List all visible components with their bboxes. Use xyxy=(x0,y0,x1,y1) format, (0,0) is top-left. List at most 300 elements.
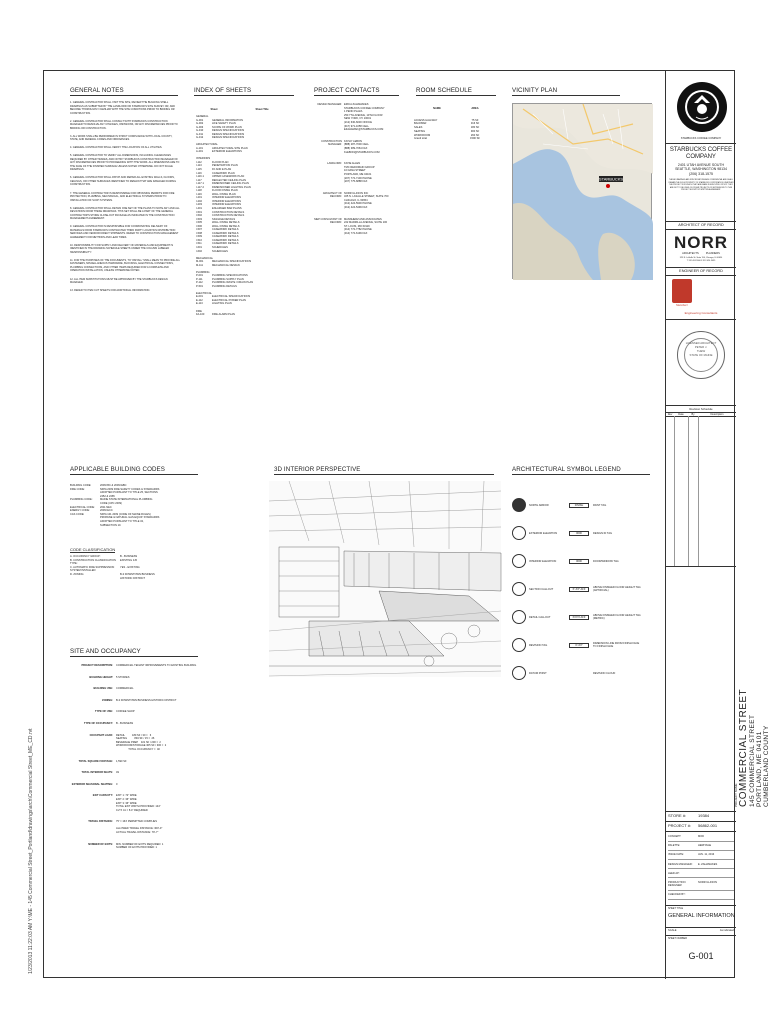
index-sheet-title: CONSTRUCTION DETAILS xyxy=(212,210,245,214)
index-sheet-title: DESIGN SPECIFICATIONS xyxy=(212,132,245,136)
field-value: MOD xyxy=(698,835,705,839)
site-value: RETAIL 180 SF / 30 = 6 SEATING 894 SF / 15 = 26 BEVERAGE PREP 321 SF / 200 = 2 WORKROOM/STORAGE 305 SF / 300 = 2 TOTAL OCCUPANCY = 40 xyxy=(116,733,167,751)
general-notes-title: GENERAL NOTES xyxy=(70,87,178,96)
index-sheet-number: E-001 xyxy=(196,295,203,299)
index-sheet-number: A-101 xyxy=(196,146,203,150)
room-area: 260 SF xyxy=(470,133,480,137)
contact-info: KATIE ALLEN TMC REDOMAIN GROUP 10 DANA STREET PORTLAND, ME 04101 (207) 772-7100 PHONE (207) 775-6888 FAX xyxy=(344,162,375,184)
project-label: PROJECT #: xyxy=(668,823,692,828)
legend-label: DATUM POINT xyxy=(529,671,547,675)
index-sheet-number: G-010 xyxy=(196,129,204,133)
room-name: SEATING xyxy=(414,129,426,133)
index-sheet-title: SIGNAGE DETAILS xyxy=(212,217,236,221)
site-label: TYPE OF USE: xyxy=(94,710,113,714)
index-sheet-number: I-506 xyxy=(196,224,202,228)
index-sheet-title: SCOPE OF WORK PLAN xyxy=(212,125,242,129)
index-sheet-number: I-117.1 xyxy=(196,182,204,186)
index-sheet-title: ARCHITECTURAL SITE PLAN xyxy=(212,146,248,150)
index-sheet-number: G-011 xyxy=(196,132,204,136)
contact-info: NORR ILLINOIS INC 325 N. LASALLE STREET, SUITE 700 CHICAGO, IL 60654 (312) 424-5900 PHONE (312) 424-5499 FAX xyxy=(344,191,389,210)
legend-desc: REVISION CLOUD xyxy=(593,671,616,675)
classification-value: EXISTING 3-B xyxy=(120,558,137,562)
field-label: LEED AP: xyxy=(668,871,680,875)
site-row xyxy=(70,664,200,668)
index-sheet-number: I-116 xyxy=(196,171,202,175)
site-value: COMMERCIAL TENANT IMPROVEMENTS TO EXISTING BUILDING xyxy=(116,664,197,667)
aor-heading: ARCHITECT OF RECORD xyxy=(678,223,724,227)
room-schedule-table xyxy=(414,107,494,141)
site-label: ZONING: xyxy=(102,698,113,702)
project-contacts-list xyxy=(308,103,408,244)
classification-row xyxy=(70,566,200,573)
site-value: 75' = 164' PERMITTED COMPLIES ALLOWED TRAVEL DISTANCE: 300'-0" ACTUAL TRAVEL DISTANCE: 79'-7" xyxy=(116,820,163,835)
index-sheet-number: G-002 xyxy=(196,122,204,126)
revision-col-description: Description xyxy=(710,413,724,416)
index-of-sheets-title: INDEX OF SHEETS xyxy=(194,87,294,96)
index-sheet-number: I-201 xyxy=(196,196,202,200)
site-label: TRAVEL DISTANCE: xyxy=(88,820,113,824)
code-row xyxy=(70,498,200,505)
legend-label: EXTERIOR ELEVATION xyxy=(529,531,558,535)
index-sheet-number: P-112 xyxy=(196,281,203,285)
field-value: E. ZAHAMAKES xyxy=(698,862,718,866)
index-row xyxy=(196,302,296,306)
index-sheet-title: UPPER CASEWORK PLAN xyxy=(212,175,245,179)
site-occupancy-list xyxy=(70,664,200,858)
index-row xyxy=(196,264,296,268)
legend-row xyxy=(512,547,652,575)
classification-value: B - BUSINESS xyxy=(120,555,138,558)
code-value: NFPA 101 2009 (CODE OF MAINE RULES) PROPANE & NATURAL GAS EQUIP. STANDARDS ADOPTED PURSUANT TO TITLE 32, SUBSECTION 10. xyxy=(100,512,160,527)
index-sheet-title: ELECTRICAL SPECIFICATIONS xyxy=(212,295,251,299)
legend-tag: X'-XX" xyxy=(569,643,589,648)
site-label: PROJECT DESCRIPTION: xyxy=(81,664,113,667)
project-name: COMMERCIAL STREET xyxy=(738,688,749,807)
legend-row xyxy=(512,491,652,519)
title-block-field xyxy=(668,878,734,891)
contact-role: ARCHITECT OF RECORD: xyxy=(322,191,342,199)
index-row xyxy=(196,136,296,140)
index-sheet-number: I-119 xyxy=(196,192,202,196)
room-area: 316 SF xyxy=(470,122,480,126)
eor-heading: ENGINEER OF RECORD xyxy=(679,269,723,273)
title-block-fields xyxy=(668,833,734,900)
site-row xyxy=(70,710,200,714)
store-value: 19384 xyxy=(698,813,710,818)
field-label: CHECKED BY: xyxy=(668,893,686,897)
index-sheet-number: P-501 xyxy=(196,284,203,288)
index-sheet-title: PENETRATION PLAN xyxy=(212,164,238,168)
drawing-sheet xyxy=(43,70,771,978)
room-col-area: AREA xyxy=(471,107,479,110)
general-note: 7. THE GENERAL CONTRACTOR IS RESPONSIBLE FOR OBTAINING PERMITS FOR FIRE PROTECTION, PLUMBING, MECHANICAL, AND ELECTRICAL SYSTEMS PRIOR TO INSTALLATION OF SUCH SYSTEMS. xyxy=(70,191,175,202)
index-sheet-number: FA-100 xyxy=(196,313,205,317)
contact-role: MEP CONSULTANT OF RECORD: xyxy=(314,217,342,225)
site-label: EXTERIOR SEASONAL SEATING: xyxy=(71,782,113,786)
code-label: ELECTRICAL CODE: xyxy=(70,505,95,509)
copyright-text: THESE DRAWINGS AND SPECIFICATIONS ARE CONFIDENTIAL AND SHALL REMAIN THE SOLE PROPERTY OF STARBUCKS CORPORATION, WHETHER THE PROJECT FOR WHICH THEY ARE MADE IS EXECUTED OR NOT. THEY ARE NOT TO BE USED ON OTHER PROJECTS OR EXTENSIONS TO THIS PROJECT EXCEPT BY WRITTEN AGREEMENT. xyxy=(668,179,734,192)
legend-symbol-icon xyxy=(512,498,526,512)
site-value: 1,590 SF xyxy=(116,759,127,763)
site-value: COMMERCIAL xyxy=(116,687,134,691)
field-label: PALETTE: xyxy=(668,844,681,848)
legend-label: SECTION CALLOUT xyxy=(529,587,554,591)
revision-table-body xyxy=(666,416,736,566)
general-note: 3. ALL WORK SHALL BE PERFORMED IN STRICT COMPLIANCE WITH LOCAL COUNTY, STATE, AND FEDERAL CODES AND ORDINANCES. xyxy=(70,134,173,142)
index-sheet-title: PLUMBING SUPPLY PLAN xyxy=(212,277,244,281)
revision-col-by: By xyxy=(691,413,695,416)
legend-desc: ABOVE FINISHED FLOOR HEIGHT TAG (ARTIFICIAL) xyxy=(593,586,641,592)
index-group-name: INTERIORS xyxy=(196,157,211,161)
index-sheet-title: INTERIOR ELEVATIONS xyxy=(212,196,242,200)
room-area: 1590 SF xyxy=(470,137,480,141)
index-sheet-title: WALL FINISH PLAN xyxy=(212,192,236,196)
starbucks-logo-text: STARBUCKS COFFEE COMPANY xyxy=(680,137,722,140)
contact-info: ERICA ZAHAMAKES STARBUCKS COFFEE COMPANY 1 PENN PLAZA 250 7TH AVENUE, 10TH FLOOR NEW YORK, NY 10001 (212) 630-6030 OFFICE (917) 971-1058 CELL EZAHAMAK@STARBUCKS.COM xyxy=(344,103,385,132)
code-value: 2011 NEC xyxy=(100,505,112,509)
room-name: SALES xyxy=(414,126,423,130)
legend-symbol-icon xyxy=(512,582,526,596)
interior-perspective-image xyxy=(269,481,501,677)
field-label: DESIGN MANAGER: xyxy=(668,862,693,866)
code-label: PLUMBING CODE: xyxy=(70,498,93,502)
store-number-row xyxy=(668,813,734,818)
perspective-title: 3D INTERIOR PERSPECTIVE xyxy=(274,466,494,475)
index-sheet-title: INTERIOR ELEVATIONS xyxy=(212,199,242,203)
field-label: ISSUE DATE: xyxy=(668,853,684,857)
classification-row xyxy=(70,559,200,566)
index-sheet-number: I-509 xyxy=(196,235,202,239)
index-sheet-number: E-112 xyxy=(196,298,203,302)
legend-desc: DIMENSION LINE FROM FINISH FACE TO FINISH FACE xyxy=(593,642,640,648)
legend-row xyxy=(512,631,652,659)
mannherz-logo-text: Mannherz xyxy=(676,304,688,307)
index-group-name: MECHANICAL xyxy=(196,256,214,260)
index-sheet-title: LIFE SAFETY PLAN xyxy=(212,122,236,126)
room-name: BACKBAR xyxy=(414,122,427,126)
contact-row xyxy=(308,103,408,132)
index-sheet-number: I-508 xyxy=(196,231,202,235)
scale-row xyxy=(668,929,734,932)
vicinity-marker-label: STARBUCKS xyxy=(598,176,624,182)
index-sheet-title: CASEWORK DETAILS xyxy=(212,228,239,232)
revision-col-rev: Rev xyxy=(667,413,673,416)
symbol-legend-title: ARCHITECTURAL SYMBOL LEGEND xyxy=(512,466,650,475)
general-note: 11. FOR THE PURPOSES OF THE DOCUMENTS, TO 'INSTALL' SHALL MEAN TO PROVIDE ALL FASTENERS, MISCELLANEOUS HARDWARE, BLOCKING, ELECTRICAL CONNECTIONS, PLUMBING CONNECTIONS, AND OTHER ITEMS REQUIRED FOR A COMPLETE AND OPERATION INSTALLATION, UNLESS OTHERWISE NOTED. xyxy=(70,258,180,273)
norr-sub: ARCHITECTS PLANNERS xyxy=(682,252,720,255)
site-value: EXIT 1: 72" WIDE EXIT 2: 36" WIDE EXIT 3: 36" WIDE TOTAL EXIT WIDTH PROVIDED: 144" 0.2"X 41 = 8.4" REQUIRED xyxy=(116,794,161,812)
legend-symbol-icon xyxy=(512,666,526,680)
index-sheet-title: GENERAL INFORMATION xyxy=(212,118,243,122)
legend-desc: DOOR/WINDOW TAG xyxy=(593,559,619,563)
index-row xyxy=(196,313,296,317)
index-sheet-title: DESIGN SPECIFICATIONS xyxy=(212,136,245,140)
index-sheet-title: SCHEDULES xyxy=(212,249,228,253)
index-sheet-number: G-001 xyxy=(196,118,204,122)
title-block-field xyxy=(668,891,734,900)
general-note: 9. GENERAL CONTRACTOR IS RESPONSIBLE FOR COORDINATING DELIVERY OF MATERIALS FROM STARBUCKS CONTRACTED THIRD PARTY LOGISTICS DISTRIBUTION SERVICES AND VENDOR DIRECT SHIPMENTS. REFER TO CONSTRUCTION MANAGEMENT AGREEMENT FOR METHODS AND LEAD TIMES. xyxy=(70,225,179,239)
general-note: 6. GENERAL CONTRACTOR SHALL PATCH AND REPAIR ALL EXISTING WALLS, FLOORS, CEILINGS, OR OTHER SURFACES IDENTIFIED TO REMAIN THAT ARE DAMAGED DURING CONSTRUCTION. xyxy=(70,176,177,187)
index-sheet-title: FLOOR FINISH PLAN xyxy=(212,189,238,193)
building-codes-title: APPLICABLE BUILDING CODES xyxy=(70,466,198,475)
file-path-label: 1/23/2013 11:22:03 AM Y:\ME - 145 Commercial Street_Portland\drawings\arch\Commercial Street_ME_CD.rvt xyxy=(28,728,34,974)
room-col-name: NAME xyxy=(433,107,441,110)
general-note: 2. GENERAL CONTRACTOR SHALL CONSULT WITH STARBUCKS CONSTRUCTION MANAGER TO RESOLVE ANY CHANGES, OMISSIONS, OR ANY DISCREPANCIES PRIOR TO BIDDING OR CONSTRUCTION. xyxy=(70,119,178,130)
site-label: OCCUPANT LOAD: xyxy=(89,733,113,737)
code-value: 2009 IECC xyxy=(100,509,113,513)
legend-symbol-icon xyxy=(512,554,526,568)
contact-row xyxy=(308,162,408,184)
index-sheet-number: P-111 xyxy=(196,277,203,281)
contact-row xyxy=(308,218,408,236)
site-row xyxy=(70,794,200,812)
code-classification-title: CODE CLASSIFICATION xyxy=(70,547,116,552)
index-sheet-title: PLUMBING WASTE / DRAIN PLAN xyxy=(212,281,254,285)
index-sheet-title: CASEWORK PLAN xyxy=(212,171,235,175)
title-block-field xyxy=(668,833,734,842)
room-schedule-title: ROOM SCHEDULE xyxy=(416,87,496,96)
room-area: 900 SF xyxy=(470,129,480,133)
room-name: WORKROOM xyxy=(414,133,431,137)
site-value: COFFEE SHOP xyxy=(116,710,135,714)
contact-row xyxy=(308,192,408,210)
site-label: TYPE OF OCCUPANCY: xyxy=(83,721,113,725)
index-sheet-number: I-117 xyxy=(196,178,202,182)
mannherz-sub: Engineering Consultants xyxy=(684,311,718,315)
index-sheet-title: WALL FINISH DETAILS xyxy=(212,221,240,225)
index-sheet-title: LIGHTING PLAN xyxy=(212,302,232,306)
site-label: TOTAL INTERIOR SEATS: xyxy=(81,771,113,775)
room-area: 75 SF xyxy=(471,118,479,122)
index-row xyxy=(196,285,296,289)
index-sheet-number: I-401 xyxy=(196,206,202,210)
code-value: NFPA 2009 FIRE SAFETY CODES & STANDARDS ADOPTED PURSUANT TO TITLE 25, SECTIONS 2452 & 2465 xyxy=(100,487,160,498)
field-value: JAN. 11, 2013 xyxy=(698,853,715,857)
site-occupancy-title: SITE AND OCCUPANCY xyxy=(70,648,198,657)
site-value: MIN. NUMBER OF EXITS REQUIRED: 1 NUMBER OF EXITS PROVIDED: 1 xyxy=(116,842,164,850)
classification-label: A. OCCUPANCY GROUP: xyxy=(70,555,101,558)
title-block-field xyxy=(668,860,734,869)
general-note: 5. GENERAL CONTRACTOR TO VERIFY ALL DIMENSIONS, INCLUDING CLEARANCES REQUIRED BY OTHER TRADES, AND NOTIFY STARBUCKS CONSTRUCTION MANAGER OF ANY DISCREPANCIES PRIOR TO PROCEEDING WITH THE WORK. ALL DIMENSIONS ARE TO THE FACE OF THE FINISHED SURFACE UNLESS NOTED OTHERWISE. DO NOT SCALE DRAWINGS. xyxy=(70,154,180,172)
field-value: NORR ILLINOIS xyxy=(698,880,718,884)
index-sheet-number: P-001 xyxy=(196,274,203,278)
index-sheet-title: FIRE ALARM PLAN xyxy=(212,313,235,317)
contact-info: MANNHERZ AND ASSOCIATES 222 MADRILLA AVENUE, SUITE 100 ST. LOUIS, MO 63119 (314) 772-7782 PHONE (314) 772-6199 FAX xyxy=(344,217,388,236)
legend-desc: DESIGN ID TAG xyxy=(593,531,613,535)
index-sheet-number: M-001 xyxy=(196,260,204,264)
legend-tag: X'-XX" AFF xyxy=(569,587,589,592)
index-sheet-number: E-113 xyxy=(196,302,203,306)
code-label: FIRE CODE: xyxy=(70,487,85,491)
site-row xyxy=(70,676,200,680)
index-sheet-title: MECHANICAL SPECIFICATIONS xyxy=(212,260,252,264)
legend-tag: XXX'X AFF xyxy=(569,615,589,620)
site-row xyxy=(70,783,200,787)
index-sheet-number: A-201 xyxy=(196,150,203,154)
legend-symbol-icon xyxy=(512,610,526,624)
index-sheet-title: MECHANICAL DESIGN xyxy=(212,263,240,267)
index-sheet-title: CASEWORK DETAILS xyxy=(212,231,239,235)
general-note: 1. GENERAL CONTRACTOR SHALL VISIT THE SITE, REVIEW THE BUILDING SHELL DRAWINGS AS SUBMITTED BY THE LANDLORD OR STARBUCKS SITE SURVEY OR, AND BECOME THOROUGHLY FAMILIAR WITH THE SITE CONDITIONS PRIOR TO BIDDING OR CONSTRUCTION. xyxy=(70,101,175,115)
index-sheet-number: I-118 xyxy=(196,189,202,193)
title-block xyxy=(666,71,771,979)
sheet-number: G-001 xyxy=(688,951,714,961)
code-row xyxy=(70,513,200,527)
index-sheet-title: FLOOR PLAN xyxy=(212,160,229,164)
site-row xyxy=(70,687,200,691)
project-address: 145 COMMERCIAL STREET PORTLAND, ME 04101 CUMBERLAND COUNTY xyxy=(749,714,771,807)
general-note: 8. GENERAL CONTRACTOR SHALL RETAIN ONE SET OF THE PLANS TO NOTE ANY AND ALL DEVIATIONS FROM THESE DRAWINGS. THIS SET SHALL BE A PART OF THE GENERAL CONTRACTOR'S STORE CLOSE-OUT PACKAGE AS INDICATED IN THE CONSTRUCTION MANAGEMENT AGREEMENT. xyxy=(70,206,180,221)
legend-desc: PAINT TAG xyxy=(593,503,607,507)
contact-role: CONSTRUCTION MANAGER: xyxy=(321,139,342,147)
index-sheet-title: CASEWORK DETAILS xyxy=(212,242,239,246)
legend-symbol-icon xyxy=(512,526,526,540)
field-label: CONCEPT: xyxy=(668,835,682,839)
index-col-title: Sheet Title xyxy=(255,108,269,111)
site-row xyxy=(70,820,200,834)
contact-row xyxy=(308,140,408,154)
field-value: HERITAGE xyxy=(698,844,712,848)
vicinity-map xyxy=(512,103,652,279)
index-sheet-title: CASEWORK DETAILS xyxy=(212,235,239,239)
general-note: 13. REFER TO ITEM CUT SHEETS FOR ADDITIONAL INFORMATION. xyxy=(70,289,151,293)
code-label: CAS CODE: xyxy=(70,512,85,516)
index-sheet-number: I-602 xyxy=(196,249,202,253)
legend-row xyxy=(512,575,652,603)
norr-address: 325 N. LaSalle St. Suite 700, Chicago, IL 60654 T 312.424.5900 F 312.424.5499 xyxy=(679,257,723,262)
norr-logo: NORR xyxy=(673,233,729,252)
project-value: 56862-001 xyxy=(698,823,718,828)
general-note: 12. ALL ITEM SUBSTITUTIONS MUST BE APPROVED BY THE STARBUCKS DESIGN MANAGER. xyxy=(70,277,168,285)
legend-symbol-icon xyxy=(512,638,526,652)
index-row xyxy=(196,150,296,154)
index-of-sheets-table xyxy=(196,108,296,317)
title-block-field xyxy=(668,869,734,878)
legend-tag: 0000 xyxy=(569,559,589,564)
general-note: 4. GENERAL CONTRACTOR SHALL VERIFY THE LOCATION OF ALL UTILITIES. xyxy=(70,146,163,150)
index-sheet-number: I-112 xyxy=(196,160,202,164)
legend-desc: ABOVE FINISHED FLOOR HEIGHT TAG (METRIC) xyxy=(593,614,641,620)
index-col-sheet: Sheet xyxy=(210,108,218,111)
classification-value: B-3 DOWNTOWN BUSINESS HISTORIC DISTRICT xyxy=(120,572,155,580)
legend-tag: FINISH xyxy=(569,503,589,508)
legend-label: NORTH ARROW xyxy=(529,503,549,507)
index-sheet-title: DIMENSIONED CEILING PLAN xyxy=(212,182,249,186)
site-row xyxy=(70,771,200,775)
index-sheet-title: EXTERIOR ELEVATIONS xyxy=(212,150,242,154)
room-name: Grand total xyxy=(414,137,427,141)
index-sheet-number: I-505 xyxy=(196,221,202,225)
index-sheet-number: I-117.2 xyxy=(196,185,204,189)
sheet-title-label: SHEET TITLE xyxy=(668,907,684,910)
site-row xyxy=(70,734,200,752)
site-label: BUILDING HEIGHT: xyxy=(89,675,113,679)
index-sheet-number: I-601 xyxy=(196,246,202,249)
index-group-name: GENERAL xyxy=(196,115,209,118)
site-value: 0 xyxy=(116,782,118,786)
site-label: NUMBER OF EXITS: xyxy=(88,842,113,846)
index-sheet-number: I-503 xyxy=(196,217,202,221)
general-note: 10. RESPONSIBILITY FOR SUPPLY AND DELIVERY OF MATERIALS AND EQUIPMENT IS IDENTIFIED IN THE DRAWING SCHEDULE SHEETS UNDER THE COLUMN LABELED 'RESPONSIBILITY'. xyxy=(70,243,174,254)
index-sheet-number: G-003 xyxy=(196,125,204,129)
title-block-field xyxy=(668,851,734,860)
index-group-name: ARCHITECTURAL xyxy=(196,143,218,147)
legend-label: DETAIL CALLOUT xyxy=(529,615,551,619)
index-sheet-title: PLUMBING DETAILS xyxy=(212,284,237,288)
index-sheet-title: FF AND E PLAN xyxy=(212,167,232,171)
index-sheet-number: I-113 xyxy=(196,164,202,168)
code-label: BUILDING CODE: xyxy=(70,484,92,487)
sheet-number-label: SHEET NUMBER xyxy=(668,937,687,940)
revision-col-date: Date xyxy=(678,413,684,416)
contact-info: KATHY LEBON (888) 287-7000 CELL (888) 389-7064 FAX KLEBON@STARBUCKS.COM xyxy=(344,139,380,154)
site-value: B-3 DOWNTOWN BUSINESS HISTORIC DISTRICT xyxy=(116,698,177,702)
legend-row xyxy=(512,603,652,631)
company-name: STARBUCKS COFFEE COMPANY xyxy=(669,147,733,160)
scale-value: As indicated xyxy=(719,929,734,932)
index-sheet-title: REFLECTED CEILING PLAN xyxy=(212,178,247,182)
building-codes-list xyxy=(70,484,200,527)
site-label: EXIT CAPACITY: xyxy=(92,794,113,798)
site-row xyxy=(70,699,200,703)
project-contacts-title: PROJECT CONTACTS xyxy=(314,87,399,96)
index-sheet-number: G-012 xyxy=(196,136,204,140)
index-sheet-title: ELECTRICAL POWER PLAN xyxy=(212,298,246,302)
site-value: 49 xyxy=(116,771,119,775)
index-sheet-number: M-111 xyxy=(196,263,203,267)
room-name: ACCESS HALLWAY xyxy=(414,118,438,122)
index-sheet-number: I-116.1 xyxy=(196,175,204,179)
site-value: B - BUSINESS xyxy=(116,721,134,725)
site-row xyxy=(70,843,200,850)
index-sheet-title: CONSTRUCTION DETAILS xyxy=(212,214,245,218)
index-sheet-title: SCHEDULES xyxy=(212,246,228,249)
project-number-row xyxy=(668,823,734,828)
mannherz-logo-icon xyxy=(672,279,692,303)
index-sheet-title: WALL FINISH DETAILS xyxy=(212,224,240,228)
site-row xyxy=(70,760,200,764)
symbol-legend-list xyxy=(512,491,652,687)
index-sheet-number: I-501 xyxy=(196,210,202,214)
classification-row xyxy=(70,573,200,580)
starbucks-logo xyxy=(676,81,728,133)
site-row xyxy=(70,722,200,726)
index-group-name: ELECTRICAL xyxy=(196,291,212,295)
index-sheet-number: I-115 xyxy=(196,167,202,171)
index-sheet-number: I-202 xyxy=(196,199,202,203)
project-name-block xyxy=(668,569,771,809)
code-label: ENERGY CODE: xyxy=(70,509,90,513)
code-value: 2009 IBC & 2009 IEBC xyxy=(100,484,127,487)
index-group-name: FIRE xyxy=(196,309,202,313)
classification-label: D. ZONING: xyxy=(70,572,85,576)
sheet-title: GENERAL INFORMATION xyxy=(668,913,735,919)
classification-label: C. AUTOMATIC FIRE SUPPRESSION SYSTEM INSTALLED: xyxy=(70,565,115,573)
index-sheet-title: INTERIOR ELEVATIONS xyxy=(212,203,242,207)
scale-label: SCALE xyxy=(668,929,677,932)
legend-label: INTERIOR ELEVATION xyxy=(529,559,557,563)
store-label: STORE #: xyxy=(668,813,687,818)
general-notes-list xyxy=(70,101,180,297)
code-value: MAINE STATE INTERNATIONAL PLUMBING CODE (UPC 2009) xyxy=(100,498,153,505)
field-label: PRODUCTION DESIGNER: xyxy=(668,880,686,888)
site-label: TOTAL SQUARE FOOTAGE: xyxy=(78,759,113,763)
index-row xyxy=(196,250,296,254)
index-sheet-title: DIMENSIONED LIGHTING PLAN xyxy=(212,185,251,189)
legend-label: REVISION TAG xyxy=(529,643,548,647)
index-sheet-title: ENLARGED BAR PLANS xyxy=(212,206,242,210)
legend-tag: 0000 xyxy=(569,531,589,536)
